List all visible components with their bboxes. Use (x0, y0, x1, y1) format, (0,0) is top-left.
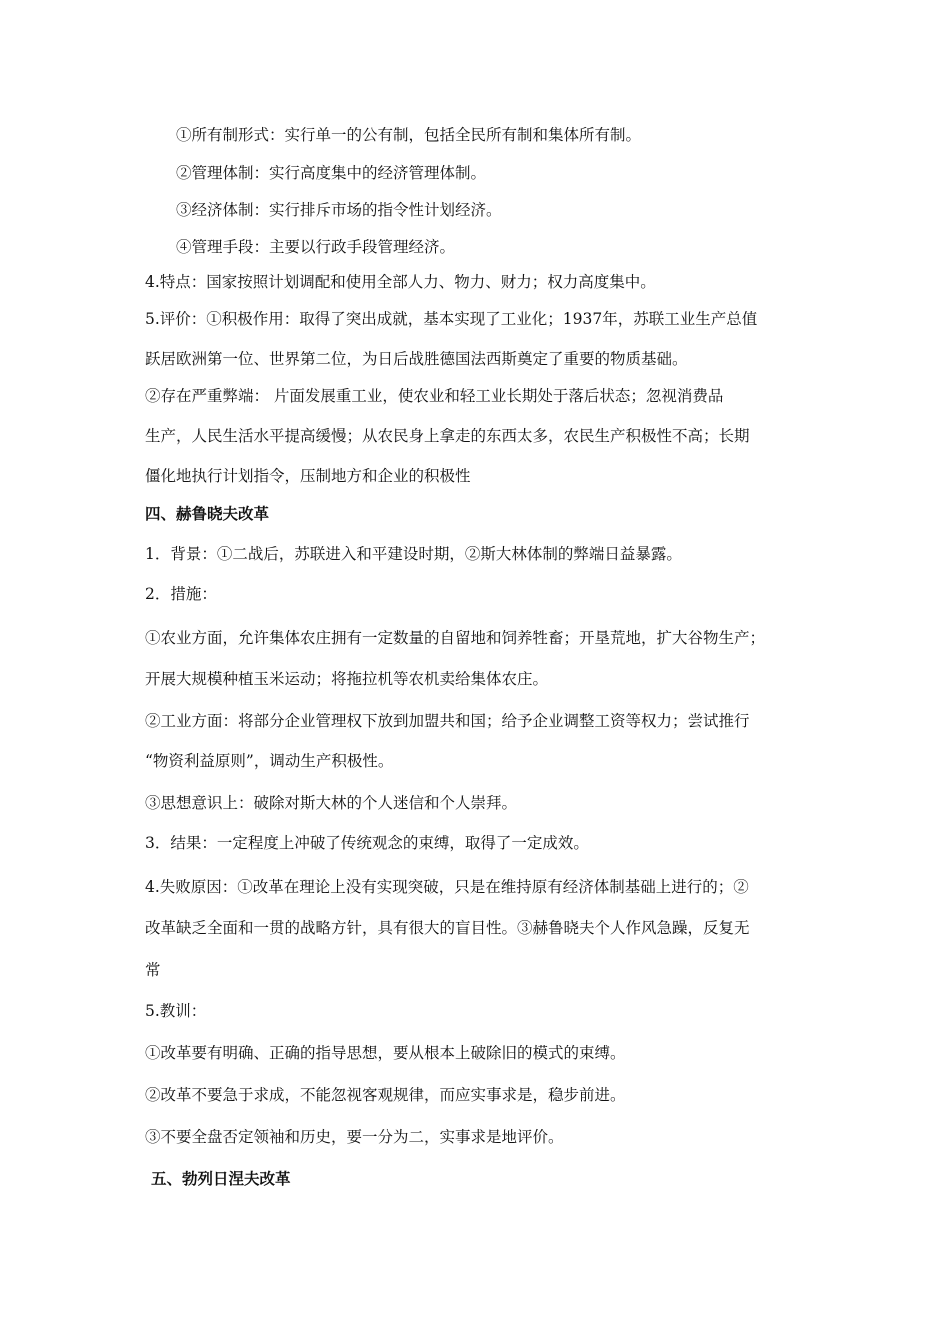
drawbacks-line-3: 僵化地执行计划指令，压制地方和企业的积极性 (145, 467, 471, 485)
ownership-form-line: ①所有制形式：实行单一的公有制，包括全民所有制和集体所有制。 (176, 126, 642, 144)
features-line: 4.特点：国家按照计划调配和使用全部人力、物力、财力；权力高度集中。 (145, 273, 656, 291)
evaluation-line-2: 跃居欧洲第一位、世界第二位，为日后战胜德国法西斯奠定了重要的物质基础。 (145, 350, 688, 368)
agriculture-line-1: ①农业方面，允许集体农庄拥有一定数量的自留地和饲养牲畜；开垦荒地，扩大谷物生产； (145, 629, 766, 647)
industry-line-2: “物资利益原则”，调动生产积极性。 (145, 752, 394, 770)
lessons-line: 5.教训： (145, 1002, 207, 1020)
measures-line: 2．措施： (145, 585, 217, 603)
ideology-line: ③思想意识上：破除对斯大林的个人迷信和个人崇拜。 (145, 794, 518, 812)
failure-reason-line-1: 4.失败原因：①改革在理论上没有实现突破，只是在维持原有经济体制基础上进行的；② (145, 878, 749, 896)
failure-reason-line-3: 常 (145, 961, 161, 979)
agriculture-line-2: 开展大规模种植玉米运动；将拖拉机等农机卖给集体农庄。 (145, 670, 549, 688)
failure-reason-line-2: 改革缺乏全面和一贯的战略方针，具有很大的盲目性。③赫鲁晓夫个人作风急躁，反复无 (145, 919, 750, 937)
background-line: 1．背景：①二战后，苏联进入和平建设时期，②斯大林体制的弊端日益暴露。 (145, 545, 682, 563)
industry-line-1: ②工业方面：将部分企业管理权下放到加盟共和国；给予企业调整工资等权力；尝试推行 (145, 712, 750, 730)
economic-system-line: ③经济体制：实行排斥市场的指令性计划经济。 (176, 201, 502, 219)
lesson-1-line: ①改革要有明确、正确的指导思想，要从根本上破除旧的模式的束缚。 (145, 1044, 626, 1062)
lesson-2-line: ②改革不要急于求成，不能忽视客观规律，而应实事求是，稳步前进。 (145, 1086, 626, 1104)
result-line: 3．结果：一定程度上冲破了传统观念的束缚，取得了一定成效。 (145, 834, 589, 852)
section-heading-brezhnev-reform: 五、勃列日涅夫改革 (151, 1170, 291, 1188)
section-heading-khrushchev-reform: 四、赫鲁晓夫改革 (145, 505, 270, 523)
management-means-line: ④管理手段：主要以行政手段管理经济。 (176, 238, 456, 256)
evaluation-line-1: 5.评价：①积极作用：取得了突出成就，基本实现了工业化；1937年，苏联工业生产总值 (145, 310, 758, 328)
drawbacks-line-2: 生产，人民生活水平提高缓慢；从农民身上拿走的东西太多，农民生产积极性不高；长期 (145, 427, 750, 445)
drawbacks-line-1: ②存在严重弊端： 片面发展重工业，使农业和轻工业长期处于落后状态；忽视消费品 (145, 387, 724, 405)
management-system-line: ②管理体制：实行高度集中的经济管理体制。 (176, 164, 487, 182)
lesson-3-line: ③不要全盘否定领袖和历史，要一分为二，实事求是地评价。 (145, 1128, 564, 1146)
